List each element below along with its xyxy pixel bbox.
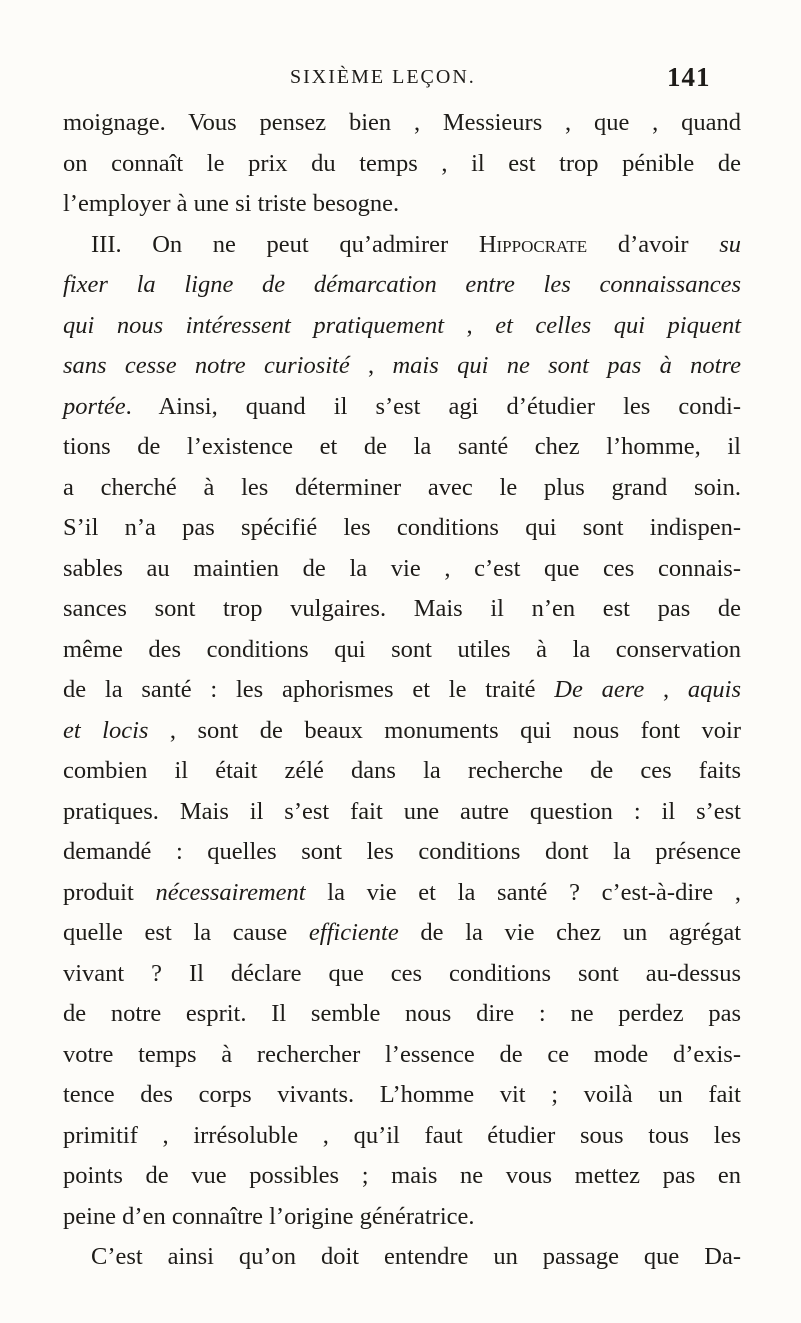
line-text: primitif , irrésoluble , qu’il faut étudier sous tous les bbox=[63, 1121, 741, 1149]
italic-text: efficiente bbox=[308, 919, 399, 946]
text-line bbox=[63, 225, 741, 266]
italic-text: portée bbox=[63, 392, 126, 420]
line-text: tence des corps vivants. L’homme vit ; voilà un fait bbox=[63, 1081, 741, 1108]
text-line bbox=[63, 549, 741, 590]
text-line bbox=[63, 913, 741, 954]
text-line bbox=[63, 873, 741, 914]
text-line bbox=[63, 1197, 741, 1238]
line-text: l’employer à une si triste besogne. bbox=[63, 190, 400, 217]
italic-text: nécessairement bbox=[155, 878, 306, 906]
line-text: combien il était zélé dans la recherche de ces faits bbox=[63, 757, 741, 784]
line-text: , bbox=[444, 311, 496, 339]
text-line bbox=[63, 792, 741, 833]
line-text: la vie et la santé ? c’est-à-dire , bbox=[305, 878, 741, 906]
line-text: III. On ne peut qu’admirer bbox=[91, 230, 479, 258]
italic-text: qui nous intéressent pratiquement bbox=[63, 311, 445, 339]
line-text: de notre esprit. Il semble nous dire : ne perdez pas bbox=[63, 1000, 741, 1027]
line-text: pratiques. Mais il s’est fait une autre question : il s’est bbox=[63, 797, 741, 825]
italic-text: sans cesse notre curiosité bbox=[63, 352, 350, 379]
text-line bbox=[63, 184, 741, 225]
line-text: , sont de beaux monuments qui nous font voir bbox=[148, 716, 741, 744]
running-title: SIXIÈME LEÇON. bbox=[290, 66, 476, 88]
page-number: 141 bbox=[667, 62, 711, 92]
line-text: . Ainsi, quand il s’est agi d’étudier les condi- bbox=[125, 392, 741, 420]
line-text: de la santé : les aphorismes et le traité bbox=[63, 676, 555, 703]
line-text: sables au maintien de la vie , c’est que ces connais- bbox=[63, 554, 741, 582]
line-text: d’avoir bbox=[587, 230, 720, 258]
italic-text: aquis bbox=[687, 676, 741, 703]
text-line bbox=[63, 832, 741, 873]
text-line bbox=[63, 994, 741, 1035]
line-text: , bbox=[644, 676, 688, 703]
text-line bbox=[63, 670, 741, 711]
text-line bbox=[63, 508, 741, 549]
italic-text: De aere bbox=[554, 676, 645, 703]
text-line bbox=[63, 306, 741, 347]
text-line bbox=[63, 103, 741, 144]
line-text: vivant ? Il déclare que ces conditions sont au-dessus bbox=[63, 959, 741, 987]
line-text: de la vie chez un agrégat bbox=[398, 919, 741, 946]
line-text: demandé : quelles sont les conditions dont la présence bbox=[63, 838, 741, 865]
text-line bbox=[63, 346, 741, 387]
text-line bbox=[63, 144, 741, 185]
text-line bbox=[63, 589, 741, 630]
text-line bbox=[63, 427, 741, 468]
text-line bbox=[63, 468, 741, 509]
line-text: C’est ainsi qu’on doit entendre un passage que Da- bbox=[91, 1243, 741, 1270]
text-line bbox=[63, 265, 741, 306]
line-text: votre temps à rechercher l’essence de ce mode d’exis- bbox=[63, 1040, 741, 1068]
line-text: sances sont trop vulgaires. Mais il n’en est pas de bbox=[63, 595, 741, 622]
running-head bbox=[0, 62, 801, 98]
text-line bbox=[63, 751, 741, 792]
text-line bbox=[63, 954, 741, 995]
line-text: moignage. Vous pensez bien , Messieurs , que , quand bbox=[63, 109, 741, 136]
line-text: points de vue possibles ; mais ne vous mettez pas en bbox=[63, 1162, 741, 1189]
line-text: quelle est la cause bbox=[63, 919, 309, 946]
italic-text: et celles qui piquent bbox=[495, 311, 742, 339]
italic-text: su bbox=[719, 230, 741, 258]
line-text: on connaît le prix du temps , il est trop pénible de bbox=[63, 149, 741, 177]
line-text: même des conditions qui sont utiles à la conservation bbox=[63, 635, 741, 663]
line-text: tions de l’existence et de la santé chez l’homme, il bbox=[63, 433, 741, 460]
line-text: , bbox=[349, 352, 393, 379]
line-text: peine d’en connaître l’origine génératrice. bbox=[63, 1202, 475, 1230]
text-line bbox=[63, 1156, 741, 1197]
italic-text: et locis bbox=[63, 716, 149, 744]
line-text: produit bbox=[63, 878, 156, 906]
body-text bbox=[63, 103, 741, 1278]
text-line bbox=[63, 630, 741, 671]
line-text: S’il n’a pas spécifié les conditions qui sont indispen- bbox=[63, 514, 741, 541]
line-text: a cherché à les déterminer avec le plus grand soin. bbox=[63, 473, 741, 501]
small-caps-text: Hippocrate bbox=[478, 230, 588, 258]
italic-text: mais qui ne sont pas à notre bbox=[392, 352, 741, 379]
italic-text: fixer la ligne de démarcation entre les connaissances bbox=[63, 271, 741, 298]
text-line bbox=[63, 387, 741, 428]
text-line bbox=[63, 1116, 741, 1157]
text-line bbox=[63, 1075, 741, 1116]
text-line bbox=[63, 1237, 741, 1278]
text-line bbox=[63, 1035, 741, 1076]
text-line bbox=[63, 711, 741, 752]
